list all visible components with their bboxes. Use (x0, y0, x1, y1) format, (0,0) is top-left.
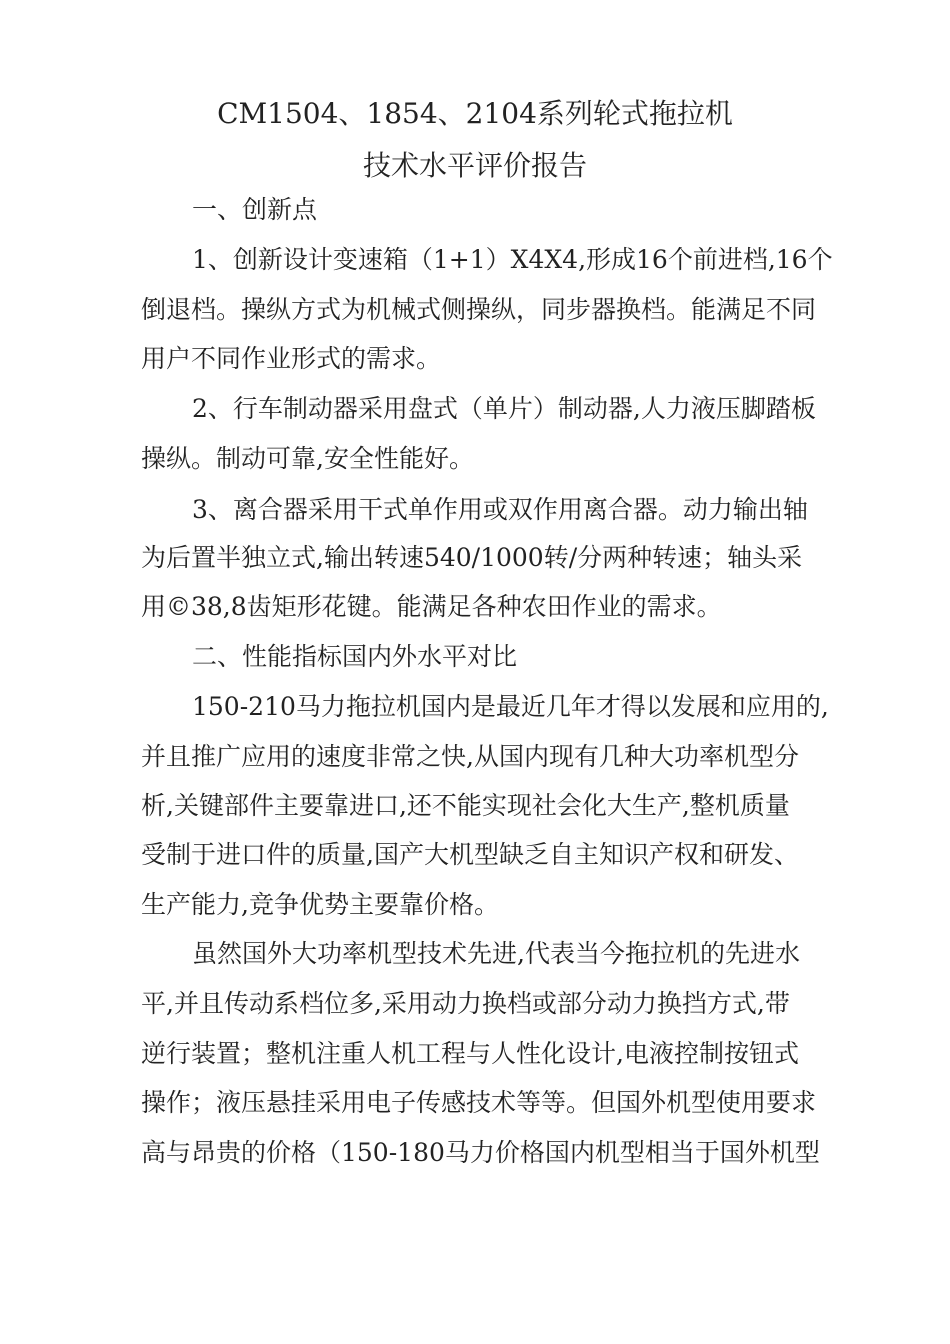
text-line: 逆行装置；整机注重人机工程与人性化设计,电液控制按钮式 (141, 1039, 799, 1068)
text-line: 析,关键部件主要靠进口,还不能实现社会化大生产,整机质量 (141, 791, 790, 820)
text-line: 2、行车制动器采用盘式（单片）制动器,人力液压脚踏板 (192, 394, 816, 423)
text-line: 生产能力,竞争优势主要靠价格。 (141, 890, 499, 919)
text-line: 高与昂贵的价格（150-180马力价格国内机型相当于国外机型 (141, 1138, 820, 1167)
document-title-line-2: 技术水平评价报告 (362, 149, 587, 182)
text-line: 用户不同作业形式的需求。 (141, 344, 442, 373)
text-line: 受制于进口件的质量,国产大机型缺乏自主知识产权和研发、 (141, 840, 799, 869)
section-heading-innovation: 一、创新点 (192, 195, 318, 224)
text-line: 操作；液压悬挂采用电子传感技术等等。但国外机型使用要求 (141, 1088, 817, 1117)
section-heading-comparison: 二、性能指标国内外水平对比 (192, 642, 518, 671)
text-line: 用©38,8齿矩形花键。能满足各种农田作业的需求。 (141, 592, 722, 621)
text-line: 3、离合器采用干式单作用或双作用离合器。动力输出轴 (192, 495, 808, 524)
text-line: 倒退档。操纵方式为机械式侧操纵，同步器换档。能满足不同 (141, 295, 817, 324)
text-line: 平,并且传动系档位多,采用动力换档或部分动力换挡方式,带 (141, 989, 790, 1018)
text-line: 虽然国外大功率机型技术先进,代表当今拖拉机的先进水 (192, 939, 800, 968)
text-line: 150-210马力拖拉机国内是最近几年才得以发展和应用的, (192, 692, 829, 721)
text-line: 为后置半独立式,输出转速540/1000转/分两种转速；轴头采 (141, 543, 803, 572)
text-line: 1、创新设计变速箱（1+1）X4X4,形成16个前进档,16个 (192, 245, 833, 274)
text-line: 操纵。制动可靠,安全性能好。 (141, 444, 474, 473)
text-line: 并且推广应用的速度非常之快,从国内现有几种大功率机型分 (141, 742, 799, 771)
document-title-line-1: CM1504、1854、2104系列轮式拖拉机 (217, 97, 733, 130)
